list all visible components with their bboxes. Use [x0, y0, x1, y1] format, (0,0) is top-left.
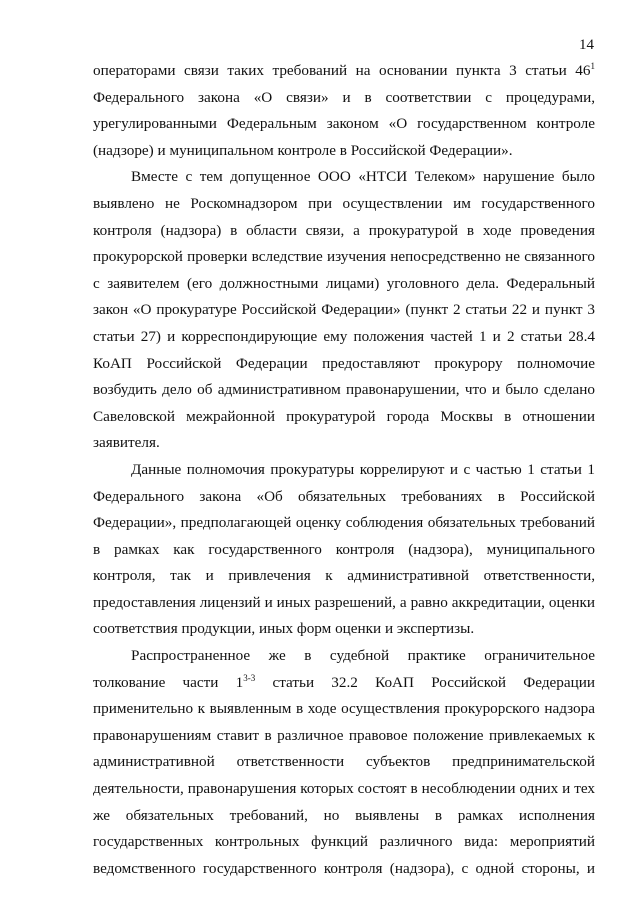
page-number: 14	[579, 37, 594, 53]
paragraph	[93, 164, 595, 457]
footnote-marker: 1	[590, 61, 595, 71]
text-run: Распространенное же в судебной практике ограничительное толкование части 1	[93, 647, 595, 691]
paragraph	[93, 58, 595, 164]
text-run: Вместе с тем допущенное ООО «НТСИ Телеком» нарушение было выявлено не Роскомнадзором при осуществлении им государственного контроля (надзора) в области связи, а прокуратурой в ходе проведения прокурорской проверки вследствие изучения непосредственно не связанного с заявителем (его должностными лицами) уголовного дела. Федеральный закон «О прокуратуре Российской Федерации» (пункт 2 статьи 22 и пункт 3 статьи 27) и корреспондирующие ему положения частей 1 и 2 статьи 28.4 КоАП Российской Федерации предоставляют прокурору полномочие возбудить дело об административном правонарушении, что и было сделано Савеловской межрайонной прокуратурой города Москвы в отношении заявителя.	[93, 168, 595, 452]
paragraph	[93, 643, 595, 882]
text-run: Федерального закона «О связи» и в соответствии с процедурами, урегулированными Федеральным законом «О государственном контроле (надзоре) и муниципальном контроле в Российской Федерации».	[93, 88, 595, 159]
paragraph	[93, 457, 595, 643]
text-run: операторами связи таких требований на основании пункта 3 статьи 46	[93, 62, 591, 79]
body-text	[93, 58, 595, 882]
text-run: статьи 32.2 КоАП Российской Федерации применительно к выявленным в ходе осуществления прокурорского надзора правонарушениям ставит в различное правовое положение привлекаемых к административной ответственности субъектов предпринимательской деятельности, правонарушения которых состоят в несоблюдении одних и тех же обязательных требований, но выявлены в рамках исполнения государственных контрольных функций различного вида: мероприятий ведомственного государственного контроля (надзора), с одной стороны, и	[93, 673, 596, 877]
footnote-marker: 3-3	[243, 672, 256, 683]
text-run: Данные полномочия прокуратуры коррелируют и с частью 1 статьи 1 Федерального закона «Об обязательных требованиях в Российской Федерации», предполагающей оценку соблюдения обязательных требований в рамках как государственного контроля (надзора), муниципального контроля, так и привлечения к административной ответственности, предоставления лицензий и иных разрешений, а равно аккредитации, оценки соответствия продукции, иных форм оценки и экспертизы.	[93, 460, 595, 638]
